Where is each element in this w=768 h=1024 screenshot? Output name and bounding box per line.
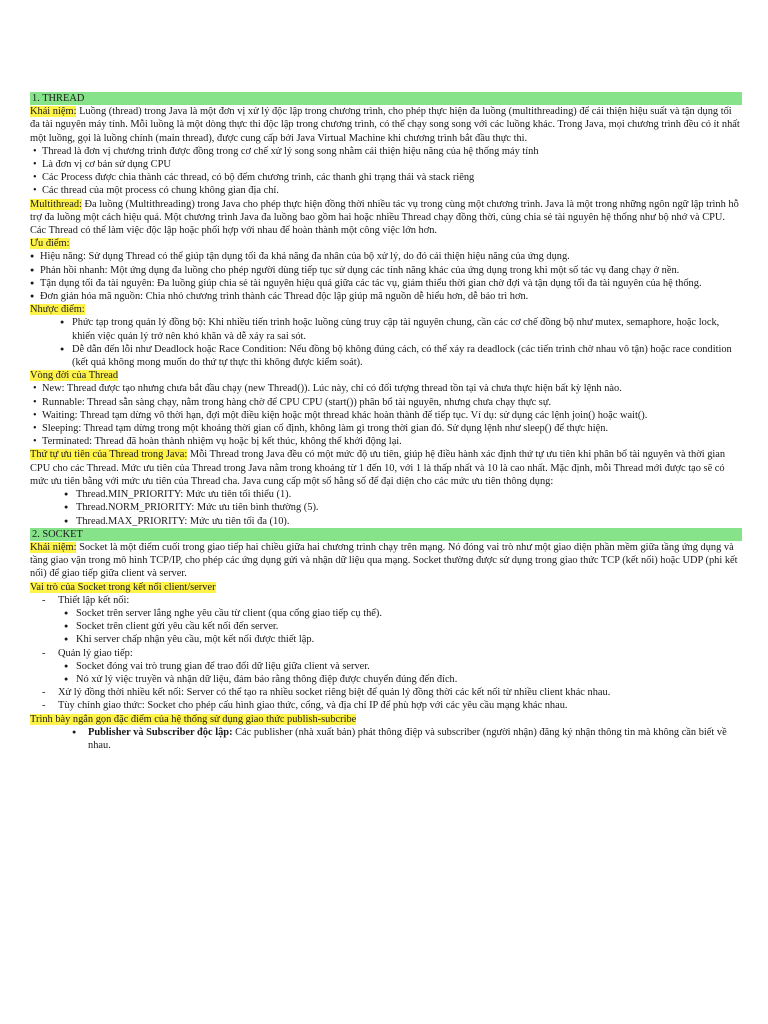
setup-sublist (30, 607, 742, 647)
document-body (30, 92, 742, 752)
list-item (30, 726, 742, 752)
list-item: • Terminated: Thread đã hoàn thành nhiệm vụ hoặc bị kết thúc, không thể khởi động lại. (30, 435, 742, 448)
label-socket-role: Vai trò của Socket trong kết nối client/server (30, 581, 216, 593)
list-item: ● Tận dụng tối đa tài nguyên: Đa luồng giúp chia sẻ tài nguyên hiệu quả giữa các tác vụ, giảm thiểu thời gian chờ đợi và tận dụng tối đa tài nguyên của hệ thống. (30, 277, 742, 290)
definition-text: Luồng (thread) trong Java là một đơn vị xử lý độc lập trong chương trình, cho phép thực hiện đa luồng (multithreading) để cải thiện hiệu suất và tận dụng tối đa tài nguyên máy tính. Mỗi luồng là một dòng thực thi độc lập trong chương trình, có thể chạy song song với các luồng khác. Trong Java, mọi chương trình đều có ít nhất một luồng, gọi là luồng chính (main thread), được cung cấp bởi Java Virtual Machine khi chương trình bắt đầu thực thi. (30, 106, 740, 144)
list-item: • New: Thread được tạo nhưng chưa bắt đầu chạy (new Thread()). Lúc này, chỉ có đối tượng thread tồn tại và chưa thực hiện bất kỳ lệnh nào. (30, 382, 742, 395)
list-item: ● Socket trên client gửi yêu cầu kết nối đến server. (30, 620, 742, 633)
list-item: ● Thread.NORM_PRIORITY: Mức ưu tiên bình thường (5). (30, 501, 742, 514)
pubsub-list (30, 726, 742, 752)
label-pubsub: Trình bày ngắn gọn đặc điểm của hệ thống sử dụng giao thức publish-subcribe (30, 713, 357, 725)
socket-definition (30, 541, 742, 581)
label-priority: Thứ tự ưu tiên của Thread trong Java: (30, 449, 188, 461)
label-multithread: Multithread: (30, 198, 82, 210)
list-item: • Các thread của một process có chung không gian địa chỉ. (30, 184, 742, 197)
label-advantages: Ưu điểm: (30, 238, 70, 250)
multithread-paragraph (30, 198, 742, 238)
section-heading-socket (30, 528, 742, 541)
list-item: - Quản lý giao tiếp: (30, 647, 742, 660)
socket-role-list-3 (30, 686, 742, 712)
section-heading-thread (30, 92, 742, 105)
label-definition: Khái niệm: (30, 541, 77, 553)
label-disadvantages: Nhược điểm: (30, 304, 85, 316)
lifecycle-list (30, 382, 742, 448)
priority-text: Mỗi Thread trong Java đều có một mức độ ưu tiên, giúp hệ điều hành xác định thứ tự ưu tiên khi phân bổ tài nguyên và thời gian CPU cho các Thread. Mức ưu tiên của Thread trong Java nằm trong khoảng từ 1 đến 10, với 1 là thấp nhất và 10 là cao nhất. Mặc định, mỗi Thread mới được tạo sẽ có mức ưu tiên bằng với mức ưu tiên của Thread cha. Java cung cấp một số hằng số để đại diện cho các mức ưu tiên thông dụng: (30, 449, 726, 487)
list-item: - Xử lý đồng thời nhiều kết nối: Server có thể tạo ra nhiều socket riêng biệt để quản lý đồng thời các kết nối từ nhiều client khác nhau. (30, 686, 742, 699)
list-item: ● Socket trên server lắng nghe yêu cầu từ client (qua cổng giao tiếp cụ thể). (30, 607, 742, 620)
list-item: • Waiting: Thread tạm dừng vô thời hạn, đợi một điều kiện hoặc một thread khác hoàn thành để tiếp tục. Ví dụ: sử dụng các lệnh join() hoặc wait(). (30, 409, 742, 422)
list-item: ● Hiệu năng: Sử dụng Thread có thể giúp tận dụng tối đa khả năng đa nhân của bộ xử lý, do đó cải thiện hiệu năng của ứng dụng. (30, 250, 742, 263)
label-lifecycle: Vòng đời của Thread (30, 370, 119, 382)
definition-text: Socket là một điểm cuối trong giao tiếp hai chiều giữa hai chương trình chạy trên mạng. Nó đóng vai trò như một giao diện phần mềm giữa tầng ứng dụng và tầng giao vận trong mô hình TCP/IP, cho phép các ứng dụng gửi và nhận dữ liệu qua mạng. Socket thường được sử dụng trong giao thức TCP (kết nối) hoặc UDP (phi kết nối) để giao tiếp giữa client và server. (30, 541, 738, 580)
thread-definition-list (30, 145, 742, 198)
label-definition: Khái niệm: (30, 106, 77, 118)
list-item: - Tùy chỉnh giao thức: Socket cho phép cấu hình giao thức, cổng, và địa chỉ IP để phù hợp với các yêu cầu mạng khác nhau. (30, 699, 742, 712)
list-item: • Thread là đơn vị chương trình được đồng trong cơ chế xử lý song song nhằm cải thiện hiệu năng của hệ thống máy tính (30, 145, 742, 158)
setup-label: Thiết lập kết nối: (58, 594, 130, 606)
list-item: • Runnable: Thread sẵn sàng chạy, nằm trong hàng chờ để CPU CPU (start()) phân bổ tài nguyên, nhưng chưa chạy thực sự. (30, 396, 742, 409)
priority-list (30, 488, 742, 528)
pubsub-bold: Publisher và Subscriber độc lập: (88, 726, 233, 738)
list-item: • Là đơn vị cơ bản sử dụng CPU (30, 158, 742, 171)
list-item: ● Khi server chấp nhận yêu cầu, một kết nối được thiết lập. (30, 633, 742, 646)
socket-role-list (30, 594, 742, 607)
pubsub-text: Các publisher (nhà xuất bản) phát thông điệp và subscriber (người nhận) đăng ký nhận thông tin mà không cần biết về nhau. (88, 726, 727, 751)
advantages-list (30, 250, 742, 303)
comm-sublist (30, 660, 742, 686)
list-item: ● Phản hồi nhanh: Một ứng dụng đa luồng cho phép người dùng tiếp tục sử dụng các tính năng khác của ứng dụng trong khi một số tác vụ đang chạy ở nền. (30, 264, 742, 277)
list-item: ● Thread.MIN_PRIORITY: Mức ưu tiên tối thiểu (1). (30, 488, 742, 501)
multithread-text: Đa luồng (Multithreading) trong Java cho phép thực hiện đồng thời nhiều tác vụ trong cùng một chương trình. Java là một trong những ngôn ngữ lập trình hỗ trợ đa luồng một cách hiệu quả. Một chương trình Java đa luồng bao gồm hai hoặc nhiều Thread chạy đồng thời, cùng chia sẻ tài nguyên hệ thống như bộ nhớ và CPU. Các Thread có thể làm việc độc lập hoặc phối hợp với nhau để hoàn thành một công việc lớn hơn. (30, 198, 739, 237)
thread-definition (30, 105, 742, 145)
list-item: ● Socket đóng vai trò trung gian để trao đổi dữ liệu giữa client và server. (30, 660, 742, 673)
section-title: 2. SOCKET (32, 528, 83, 540)
list-item: • Các Process được chia thành các thread, có bộ đếm chương trình, các thanh ghi trạng thái và stack riêng (30, 171, 742, 184)
list-item: ● Nó xử lý việc truyền và nhận dữ liệu, đảm bảo rằng thông điệp được chuyển đúng đến đích. (30, 673, 742, 686)
disadvantages-list (30, 316, 742, 369)
list-item: ● Thread.MAX_PRIORITY: Mức ưu tiên tối đa (10). (30, 515, 742, 528)
list-item: ● Phức tạp trong quản lý đồng bộ: Khi nhiều tiến trình hoặc luồng cùng truy cập tài nguyên chung, cần các cơ chế đồng bộ như mutex, semaphore, hoặc lock, khiến việc quản lý trở nên khó khăn và dễ xảy ra sai sót. (30, 316, 742, 342)
priority-paragraph (30, 448, 742, 488)
list-item: • Sleeping: Thread tạm dừng trong một khoảng thời gian cố định, không làm gì trong thời gian đó. Sử dụng lệnh như sleep() để thực hiện. (30, 422, 742, 435)
list-item (30, 594, 742, 607)
list-item: ● Dễ dẫn đến lỗi như Deadlock hoặc Race Condition: Nếu đồng bộ không đúng cách, có thể xảy ra deadlock (các tiến trình chờ nhau vô tận) hoặc race condition (kết quả không mong muốn do thứ tự thực thi không được kiểm soát). (30, 343, 742, 369)
section-title: 1. THREAD (32, 93, 85, 104)
list-item: ● Đơn giản hóa mã nguồn: Chia nhỏ chương trình thành các Thread độc lập giúp mã nguồn dễ hiểu hơn, dễ bảo trì hơn. (30, 290, 742, 303)
socket-role-list-2 (30, 647, 742, 660)
